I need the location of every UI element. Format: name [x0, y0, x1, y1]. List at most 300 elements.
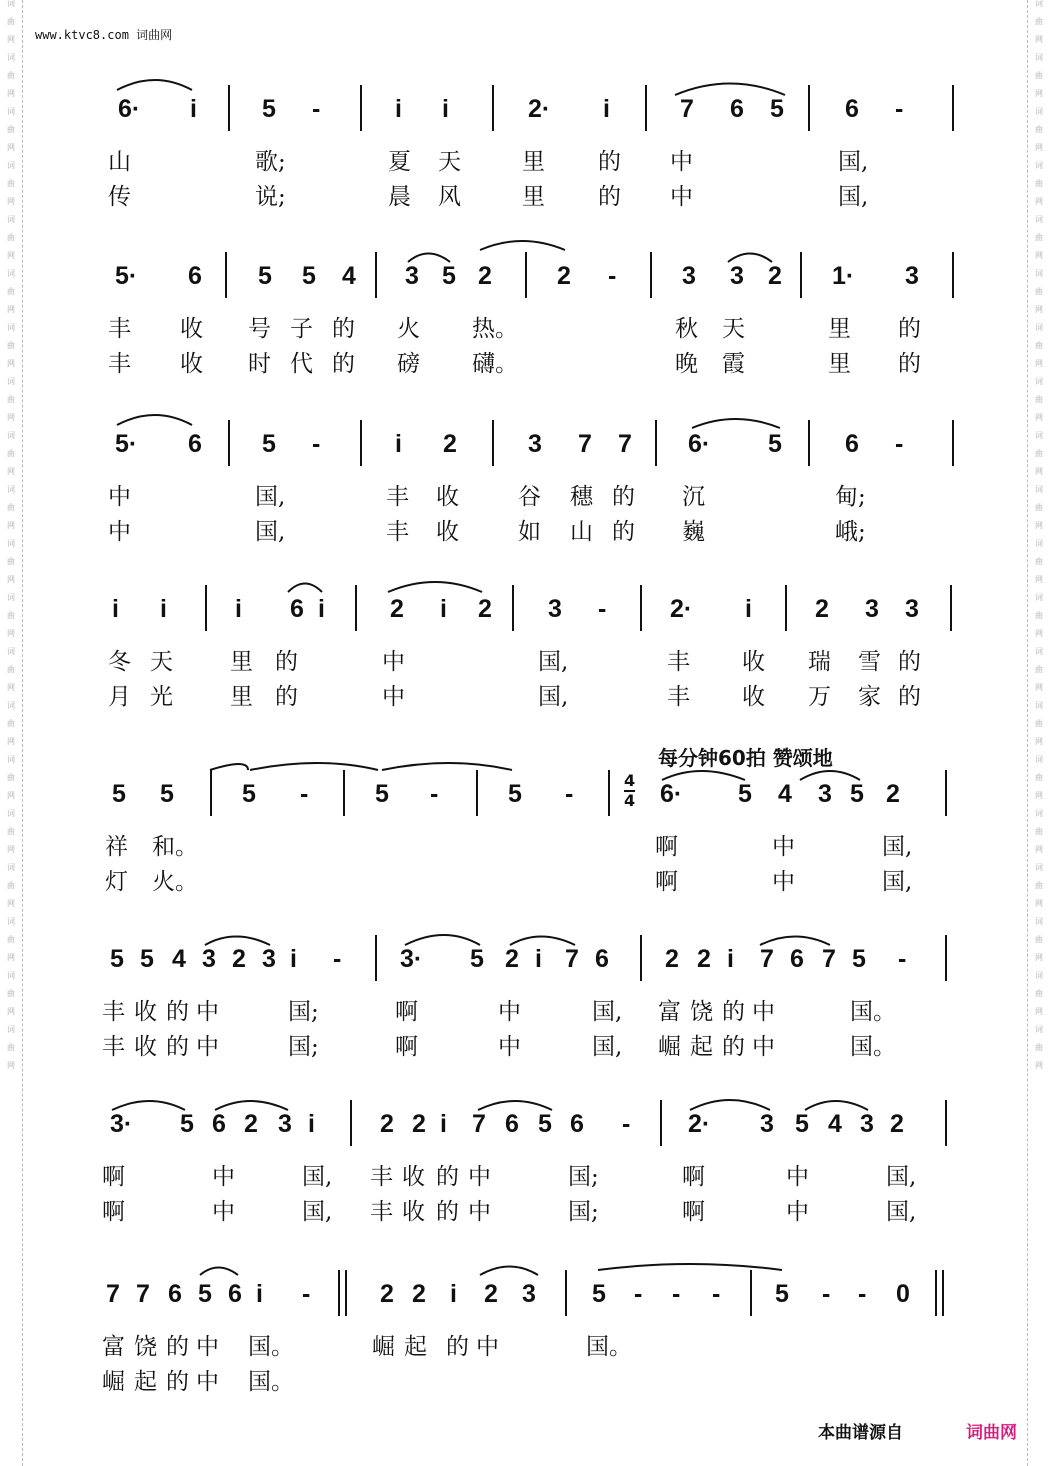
note: 5 [538, 1110, 552, 1138]
bar-line [655, 420, 657, 466]
lyric-syllable: 峨; [835, 519, 866, 545]
lyric-syllable: 中 [382, 649, 405, 675]
brand-logo-text[interactable]: 词曲网 [966, 1423, 1017, 1443]
watermark-char: 词 [1035, 809, 1043, 818]
watermark-char: 词 [7, 917, 15, 926]
lyric-syllable: 富 [102, 1334, 125, 1360]
note: 5 [160, 780, 174, 808]
watermark-char: 词 [7, 0, 15, 8]
lyric-syllable: 收 [402, 1164, 425, 1190]
bar-line [808, 85, 810, 131]
watermark-char: 词 [1035, 107, 1043, 116]
lyric-syllable: 冬 [108, 649, 131, 675]
watermark-char: 网 [1035, 575, 1043, 584]
lyric-syllable: 国, [592, 999, 623, 1025]
time-signature [624, 772, 635, 810]
lyric-syllable: 家 [858, 684, 881, 710]
lyric-syllable: 万 [808, 684, 831, 710]
bar-line [750, 1270, 752, 1316]
lyric-syllable: 中 [498, 999, 521, 1025]
bar-line [375, 935, 377, 981]
tempo-marking: 每分钟60拍 赞颂地 [658, 746, 833, 770]
lyric-syllable: 丰 [102, 999, 125, 1025]
note: 6 [730, 95, 744, 123]
note: 5 [770, 95, 784, 123]
note: 5 [768, 430, 782, 458]
note: 5 [180, 1110, 194, 1138]
note: i [440, 1110, 447, 1138]
lyric-syllable: 火。 [152, 869, 198, 895]
bar-line [950, 585, 952, 631]
note: 5 [775, 1280, 789, 1308]
watermark-char: 曲 [7, 449, 15, 458]
note: 2 [484, 1280, 498, 1308]
lyric-syllable: 的 [898, 684, 921, 710]
lyric-syllable: 代 [290, 351, 313, 377]
note: 7 [760, 945, 774, 973]
note: 3 [278, 1110, 292, 1138]
note: 6 [845, 430, 859, 458]
note: i [112, 595, 119, 623]
lyric-syllable: 国, [838, 149, 869, 175]
bar-line [350, 1100, 352, 1146]
note: 6 [595, 945, 609, 973]
lyric-syllable: 崛 [372, 1334, 395, 1360]
lyric-syllable: 的 [446, 1334, 469, 1360]
note: - [858, 1280, 867, 1308]
watermark-char: 词 [1035, 593, 1043, 602]
lyric-syllable: 的 [598, 184, 621, 210]
note: 7 [618, 430, 632, 458]
bar-line [808, 420, 810, 466]
lyric-syllable: 秋 [675, 316, 698, 342]
watermark-char: 网 [1035, 1007, 1043, 1016]
note: 2 [412, 1110, 426, 1138]
note: 2 [244, 1110, 258, 1138]
lyric-syllable: 的 [166, 999, 189, 1025]
bar-line [360, 420, 362, 466]
site-url[interactable]: www.ktvc8.com [35, 28, 129, 42]
lyric-syllable: 的 [436, 1164, 459, 1190]
watermark-char: 曲 [7, 665, 15, 674]
note: 6 [228, 1280, 242, 1308]
lyric-syllable: 晨 [388, 184, 411, 210]
watermark-char: 词 [1035, 701, 1043, 710]
watermark-char: 词 [7, 593, 15, 602]
bar-line [935, 1270, 937, 1316]
watermark-char: 词 [7, 323, 15, 332]
note: - [634, 1280, 643, 1308]
watermark-char: 词 [7, 539, 15, 548]
lyric-syllable: 里 [230, 684, 253, 710]
lyric-syllable: 国。 [248, 1334, 294, 1360]
lyric-syllable: 丰 [386, 484, 409, 510]
watermark-char: 网 [7, 791, 15, 800]
bar-line [650, 252, 652, 298]
watermark-char: 曲 [7, 1043, 15, 1052]
lyric-syllable: 收 [134, 999, 157, 1025]
note: 2 [443, 430, 457, 458]
lyric-syllable: 丰 [667, 684, 690, 710]
note: 5 [302, 262, 316, 290]
watermark-char: 网 [7, 197, 15, 206]
watermark-char: 曲 [7, 233, 15, 242]
lyric-syllable: 风 [438, 184, 461, 210]
lyric-syllable: 国; [288, 1034, 319, 1060]
watermark-char: 词 [1035, 755, 1043, 764]
note: 5 [258, 262, 272, 290]
lyric-syllable: 时 [248, 351, 271, 377]
note: 6· [118, 95, 141, 123]
watermark-char: 词 [1035, 917, 1043, 926]
lyric-syllable: 丰 [370, 1199, 393, 1225]
watermark-char: 网 [7, 359, 15, 368]
lyric-syllable: 的 [332, 351, 355, 377]
note: i [440, 595, 447, 623]
lyric-syllable: 的 [898, 316, 921, 342]
watermark-char: 网 [7, 413, 15, 422]
watermark-char: 网 [1035, 629, 1043, 638]
note: 2 [557, 262, 571, 290]
bar-line [228, 85, 230, 131]
note: 2· [528, 95, 551, 123]
watermark-char: 曲 [7, 503, 15, 512]
lyric-syllable: 崛 [658, 1034, 681, 1060]
note: 5 [262, 95, 276, 123]
watermark-char: 网 [1035, 521, 1043, 530]
lyric-syllable: 山 [108, 149, 131, 175]
lyric-syllable: 国, [302, 1164, 333, 1190]
lyric-syllable: 中 [196, 999, 219, 1025]
watermark-char: 网 [1035, 143, 1043, 152]
note: 2 [478, 595, 492, 623]
note: 5 [592, 1280, 606, 1308]
watermark-char: 曲 [1035, 881, 1043, 890]
note: - [302, 1280, 311, 1308]
bar-line [800, 252, 802, 298]
watermark-char: 曲 [7, 125, 15, 134]
lyric-syllable: 灯 [105, 869, 128, 895]
note: 2 [232, 945, 246, 973]
lyric-syllable: 的 [722, 1034, 745, 1060]
watermark-char: 网 [7, 953, 15, 962]
bar-line [945, 1100, 947, 1146]
watermark-char: 曲 [7, 935, 15, 944]
watermark-char: 网 [1035, 953, 1043, 962]
lyric-syllable: 巍 [682, 519, 705, 545]
watermark-char: 曲 [1035, 287, 1043, 296]
lyric-syllable: 啊 [682, 1164, 705, 1190]
note: 3 [262, 945, 276, 973]
lyric-syllable: 国, [255, 519, 286, 545]
lyric-syllable: 丰 [102, 1034, 125, 1060]
lyric-syllable: 饶 [690, 999, 713, 1025]
bar-line [608, 770, 610, 816]
bar-line [952, 252, 954, 298]
lyric-syllable: 中 [772, 834, 795, 860]
note: 3 [905, 595, 919, 623]
lyric-syllable: 月 [108, 684, 131, 710]
watermark-char: 网 [1035, 467, 1043, 476]
lyric-syllable: 啊 [655, 869, 678, 895]
lyric-syllable: 歌; [255, 149, 286, 175]
note: - [312, 95, 321, 123]
note: 2 [505, 945, 519, 973]
watermark-char: 曲 [7, 17, 15, 26]
note: 3 [730, 262, 744, 290]
note: 5 [242, 780, 256, 808]
note: - [622, 1110, 631, 1138]
watermark-char: 词 [7, 431, 15, 440]
lyric-syllable: 国, [882, 834, 913, 860]
note: 3 [760, 1110, 774, 1138]
lyric-syllable: 中 [212, 1199, 235, 1225]
watermark-char: 网 [7, 89, 15, 98]
bar-line [640, 585, 642, 631]
watermark-char: 曲 [7, 179, 15, 188]
note: - [312, 430, 321, 458]
lyric-syllable: 啊 [682, 1199, 705, 1225]
note: 7 [136, 1280, 150, 1308]
bar-line [345, 1270, 347, 1316]
lyric-syllable: 热。 [472, 316, 518, 342]
bar-line [228, 420, 230, 466]
lyric-syllable: 祥 [105, 834, 128, 860]
watermark-char: 词 [7, 755, 15, 764]
watermark-char: 曲 [1035, 1043, 1043, 1052]
note: i [442, 95, 449, 123]
watermark-char: 曲 [1035, 935, 1043, 944]
note: 2 [886, 780, 900, 808]
note: - [672, 1280, 681, 1308]
watermark-char: 网 [7, 737, 15, 746]
note: i [290, 945, 297, 973]
lyric-syllable: 收 [436, 484, 459, 510]
lyric-syllable: 号 [248, 316, 271, 342]
lyric-syllable: 的 [898, 351, 921, 377]
watermark-char: 网 [1035, 845, 1043, 854]
note: 4 [172, 945, 186, 973]
lyric-syllable: 的 [275, 649, 298, 675]
watermark-char: 网 [1035, 89, 1043, 98]
lyric-syllable: 富 [658, 999, 681, 1025]
watermark-char: 网 [7, 683, 15, 692]
watermark-char: 网 [7, 251, 15, 260]
watermark-char: 曲 [7, 719, 15, 728]
lyric-syllable: 收 [742, 649, 765, 675]
note: 5· [115, 430, 138, 458]
bar-line [343, 770, 345, 816]
watermark-char: 词 [1035, 377, 1043, 386]
note: 2 [815, 595, 829, 623]
watermark-char: 网 [1035, 899, 1043, 908]
note: 4 [828, 1110, 842, 1138]
bar-line [952, 420, 954, 466]
note: 3 [548, 595, 562, 623]
note: 5 [508, 780, 522, 808]
watermark-char: 词 [7, 863, 15, 872]
note: 5· [115, 262, 138, 290]
watermark-char: 网 [7, 143, 15, 152]
note: 5 [110, 945, 124, 973]
lyric-syllable: 丰 [370, 1164, 393, 1190]
lyric-syllable: 饶 [134, 1334, 157, 1360]
bar-line [492, 420, 494, 466]
lyric-syllable: 里 [828, 351, 851, 377]
watermark-char: 网 [7, 521, 15, 530]
note: 5 [262, 430, 276, 458]
watermark-char: 词 [1035, 1025, 1043, 1034]
note: 7 [578, 430, 592, 458]
lyric-syllable: 的 [436, 1199, 459, 1225]
note: 2· [688, 1110, 711, 1138]
lyric-syllable: 收 [436, 519, 459, 545]
watermark-char: 词 [1035, 215, 1043, 224]
note: 2 [412, 1280, 426, 1308]
note: 5 [112, 780, 126, 808]
watermark-char: 网 [7, 1007, 15, 1016]
watermark-char: 曲 [1035, 233, 1043, 242]
note: 2 [478, 262, 492, 290]
note: 2 [697, 945, 711, 973]
bar-line [525, 252, 527, 298]
note: 3· [110, 1110, 133, 1138]
watermark-char: 网 [7, 899, 15, 908]
lyric-syllable: 啊 [395, 1034, 418, 1060]
watermark-char: 网 [1035, 35, 1043, 44]
note: 2 [890, 1110, 904, 1138]
note: 6 [505, 1110, 519, 1138]
note: 5 [850, 780, 864, 808]
watermark-char: 曲 [7, 773, 15, 782]
watermark-char: 曲 [1035, 773, 1043, 782]
lyric-syllable: 中 [468, 1164, 491, 1190]
watermark-char: 曲 [7, 881, 15, 890]
site-header [35, 26, 172, 43]
watermark-char: 曲 [7, 989, 15, 998]
lyric-syllable: 国; [568, 1199, 599, 1225]
bar-line [492, 85, 494, 131]
note: i [603, 95, 610, 123]
lyric-syllable: 谷 [518, 484, 541, 510]
watermark-char: 词 [7, 107, 15, 116]
watermark-char: 曲 [1035, 665, 1043, 674]
lyric-syllable: 国, [538, 684, 569, 710]
note: 5 [140, 945, 154, 973]
lyric-syllable: 国, [302, 1199, 333, 1225]
lyric-syllable: 里 [230, 649, 253, 675]
bar-line [338, 1270, 340, 1316]
lyric-syllable: 天 [438, 149, 461, 175]
lyric-syllable: 中 [498, 1034, 521, 1060]
right-margin-watermark [1027, 0, 1050, 1466]
watermark-char: 曲 [7, 395, 15, 404]
lyric-syllable: 的 [598, 149, 621, 175]
watermark-char: 网 [1035, 197, 1043, 206]
lyric-syllable: 国, [255, 484, 286, 510]
time-signature-top: 4 [624, 771, 636, 790]
lyric-syllable: 甸; [835, 484, 866, 510]
lyric-syllable: 国, [886, 1164, 917, 1190]
note: 6 [290, 595, 304, 623]
watermark-char: 曲 [7, 827, 15, 836]
note: i [727, 945, 734, 973]
note: 6 [845, 95, 859, 123]
lyric-syllable: 夏 [388, 149, 411, 175]
bar-line [355, 585, 357, 631]
lyric-syllable: 中 [772, 869, 795, 895]
lyric-syllable: 的 [612, 484, 635, 510]
watermark-char: 曲 [1035, 827, 1043, 836]
lyric-syllable: 中 [670, 184, 693, 210]
note: - [565, 780, 574, 808]
watermark-char: 曲 [1035, 17, 1043, 26]
lyric-syllable: 啊 [102, 1199, 125, 1225]
note: 6 [570, 1110, 584, 1138]
bar-line [225, 252, 227, 298]
watermark-char: 词 [1035, 971, 1043, 980]
watermark-char: 词 [1035, 161, 1043, 170]
bar-line [375, 252, 377, 298]
watermark-char: 网 [1035, 359, 1043, 368]
watermark-char: 词 [1035, 269, 1043, 278]
lyric-syllable: 中 [382, 684, 405, 710]
note: 6· [660, 780, 683, 808]
note: 7 [680, 95, 694, 123]
note: - [822, 1280, 831, 1308]
watermark-char: 网 [1035, 791, 1043, 800]
watermark-char: 曲 [1035, 503, 1043, 512]
watermark-char: 词 [7, 647, 15, 656]
bar-line [360, 85, 362, 131]
note: i [160, 595, 167, 623]
note: - [333, 945, 342, 973]
note: i [318, 595, 325, 623]
lyric-syllable: 起 [404, 1334, 427, 1360]
note: - [712, 1280, 721, 1308]
note: 6 [212, 1110, 226, 1138]
lyric-syllable: 子 [290, 316, 313, 342]
lyric-syllable: 的 [612, 519, 635, 545]
note: 3 [865, 595, 879, 623]
bar-line [945, 770, 947, 816]
lyric-syllable: 磅 [397, 351, 420, 377]
note: - [598, 595, 607, 623]
note: 7 [565, 945, 579, 973]
lyric-syllable: 丰 [108, 351, 131, 377]
note: 0 [896, 1280, 910, 1308]
lyric-syllable: 国; [568, 1164, 599, 1190]
note: i [190, 95, 197, 123]
bar-line [942, 1270, 944, 1316]
lyric-syllable: 如 [518, 519, 541, 545]
note: 2 [390, 595, 404, 623]
watermark-char: 词 [7, 377, 15, 386]
lyric-syllable: 说; [255, 184, 286, 210]
lyric-syllable: 中 [468, 1199, 491, 1225]
lyric-syllable: 中 [196, 1334, 219, 1360]
watermark-char: 曲 [1035, 341, 1043, 350]
note: 6 [168, 1280, 182, 1308]
watermark-char: 词 [1035, 53, 1043, 62]
lyric-syllable: 天 [722, 316, 745, 342]
lyric-syllable: 丰 [108, 316, 131, 342]
lyric-syllable: 国, [886, 1199, 917, 1225]
lyric-syllable: 的 [722, 999, 745, 1025]
note: 3 [818, 780, 832, 808]
note: 5 [852, 945, 866, 973]
watermark-char: 曲 [1035, 989, 1043, 998]
